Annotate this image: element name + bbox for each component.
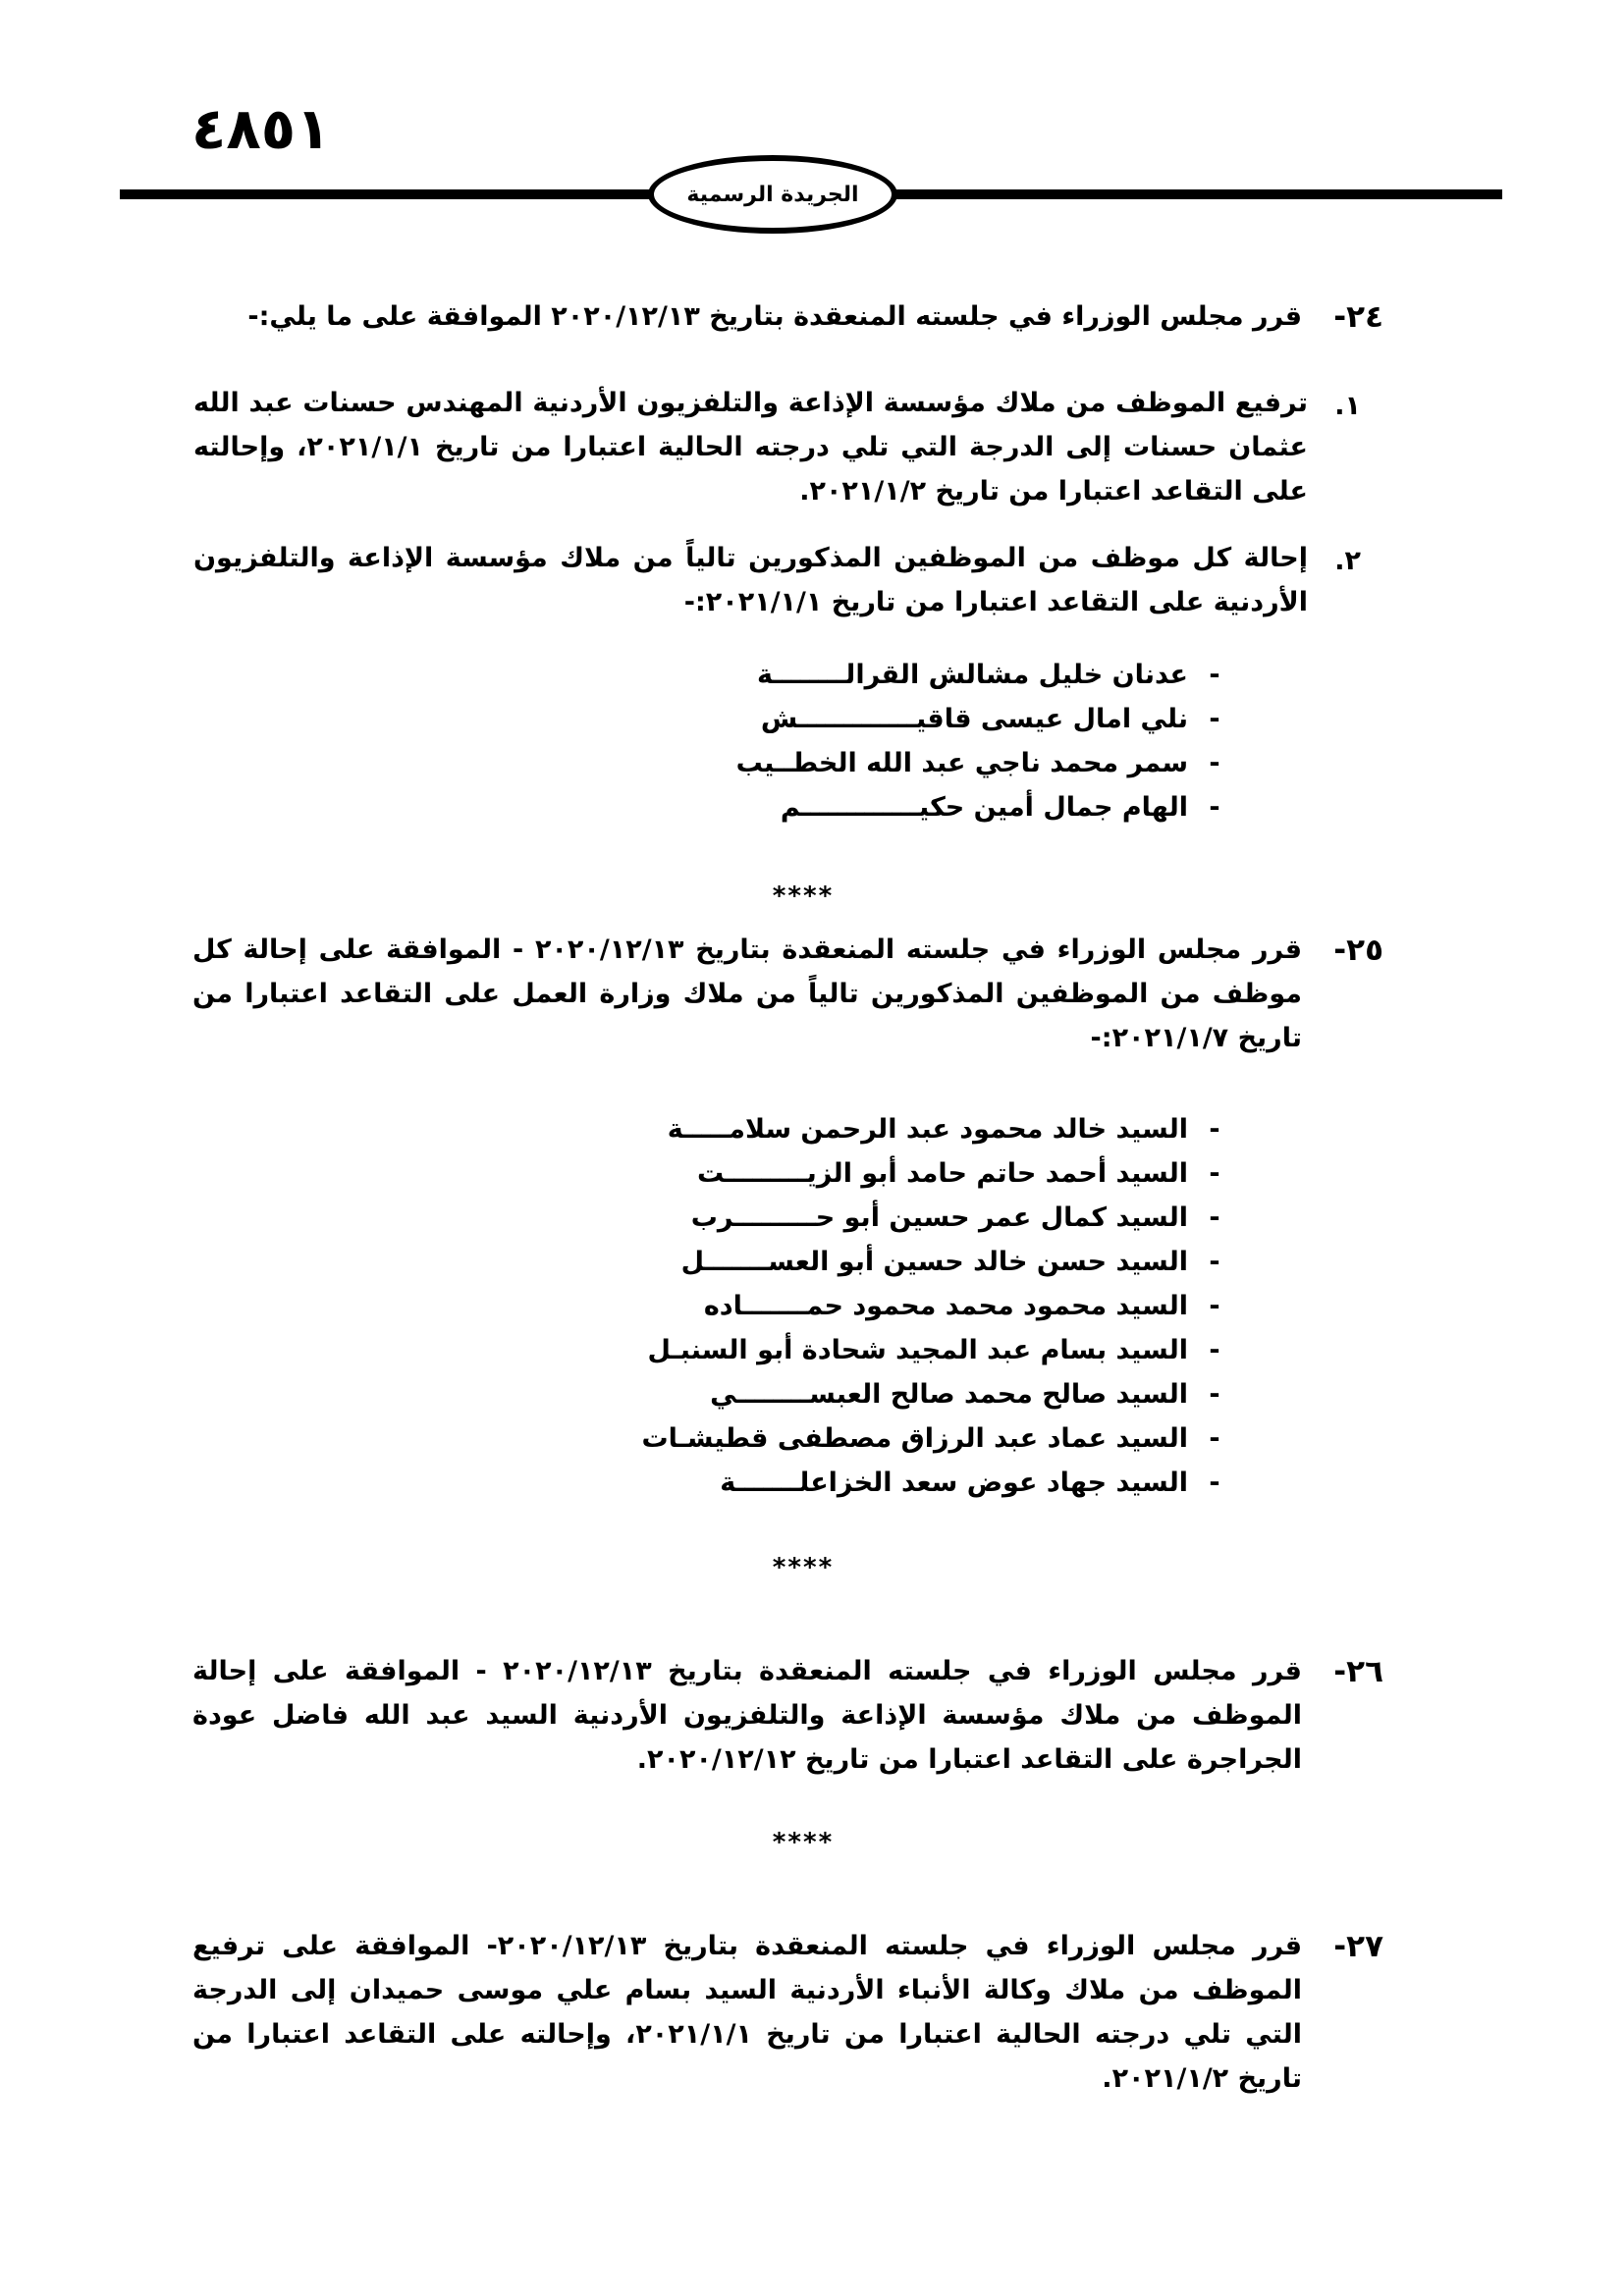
list-item: - السيد حسن خالد حسين أبو العســـــــل (680, 1247, 1220, 1277)
list-item: - السيد خالد محمود عبد الرحمن سلامـــــة (667, 1114, 1220, 1145)
header-rule-right (895, 189, 1502, 199)
masthead-title: الجريدة الرسمية (686, 182, 859, 207)
names-list (736, 653, 1241, 829)
decision-text: قرر مجلس الوزراء في جلسته المنعقدة بتاريخ ٢٠٢٠/١٢/١٣ - الموافقة على إحالة الموظف من ملاك مؤسسة الإذاعة والتلفزيون الأردنية السيد عبد الله فاضل عودة الجراجرة على التقاعد اعتبارا من تاريخ ٢٠٢٠/١٢/١٢. (192, 1656, 1302, 1775)
decision-number: ٢٧- (1333, 1929, 1383, 1964)
list-item: - سمر محمد ناجي عبد الله الخطــيب (735, 748, 1220, 778)
decision-number: ٢٦- (1333, 1654, 1383, 1689)
decision-number: ٢٥- (1333, 933, 1383, 968)
list-item: - السيد بسام عبد المجيد شحادة أبو السنبـل (647, 1335, 1220, 1365)
item-marker: ٢. (1334, 546, 1361, 576)
decision-text: قرر مجلس الوزراء في جلسته المنعقدة بتاريخ ٢٠٢٠/١٢/١٣ - الموافقة على إحالة كل موظف من الموظفين المذكورين تالياً من ملاك وزارة العمل على التقاعد اعتبارا من تاريخ ٢٠٢١/١/٧:- (192, 934, 1302, 1053)
list-item: - السيد عماد عبد الرزاق مصطفى قطيشـات (641, 1423, 1220, 1454)
section-separator: **** (772, 881, 835, 911)
item-marker: ١. (1334, 391, 1361, 421)
list-item: - السيد صالح محمد صالح العبســــــــي (710, 1379, 1220, 1410)
header-rule-left (120, 189, 650, 199)
names-list (641, 1107, 1241, 1505)
masthead-oval (648, 155, 897, 234)
list-item: - السيد أحمد حاتم حامد أبو الزيـــــــــت (696, 1158, 1220, 1189)
list-item: - السيد محمود محمد محمود حمـــــــاده (703, 1291, 1220, 1321)
list-item: - السيد كمال عمر حسين أبو حـــــــــرب (690, 1202, 1220, 1233)
section-separator: **** (772, 1553, 835, 1582)
list-item: - الهام جمال أمين حكيـــــــــــــم (780, 792, 1220, 823)
list-item: - السيد جهاد عوض سعد الخزاعلـــــــة (720, 1468, 1220, 1498)
decision-text: قرر مجلس الوزراء في جلسته المنعقدة بتاريخ ٢٠٢٠/١٢/١٣- الموافقة على ترفيع الموظف من ملاك وكالة الأنباء الأردنية السيد بسام علي موسى حميدان إلى الدرجة التي تلي درجته الحالية اعتبارا من تاريخ ٢٠٢١/١/١، وإحالته على التقاعد اعتبارا من تاريخ ٢٠٢١/١/٢. (192, 1931, 1303, 2094)
page-number: ٤٨٥١ (191, 95, 331, 162)
decision-intro: قرر مجلس الوزراء في جلسته المنعقدة بتاريخ ٢٠٢٠/١٢/١٣ الموافقة على ما يلي:- (247, 301, 1302, 332)
decision-item: ترفيع الموظف من ملاك مؤسسة الإذاعة والتلفزيون الأردنية المهندس حسنات عبد الله عثمان حسنات إلى الدرجة التي تلي درجته الحالية اعتبارا من تاريخ ٢٠٢١/١/١، وإحالته على التقاعد اعتبارا من تاريخ ٢٠٢١/١/٢. (193, 388, 1309, 507)
decision-number: ٢٤- (1333, 299, 1383, 335)
list-item: - عدنان خليل مشالش القرالــــــــة (756, 660, 1220, 690)
decision-item: إحالة كل موظف من الموظفين المذكورين تالياً من ملاك مؤسسة الإذاعة والتلفزيون الأردنية على التقاعد اعتبارا من تاريخ ٢٠٢١/١/١:- (193, 543, 1308, 617)
list-item: - نلي امال عيسى قاقيـــــــــــــش (760, 704, 1220, 734)
section-separator: **** (772, 1828, 835, 1857)
